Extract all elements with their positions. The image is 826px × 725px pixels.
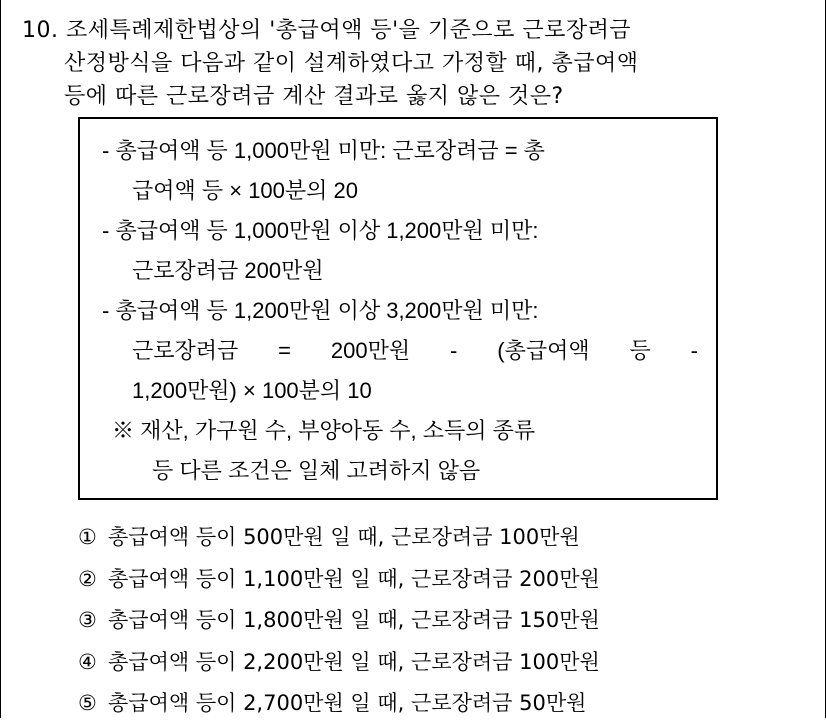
- rule-note-line-1: ※ 재산, 가구원 수, 부양아동 수, 소득의 종류: [112, 418, 536, 443]
- question-line-3: 등에 따른 근로장려금 계산 결과로 옳지 않은 것은?: [64, 84, 564, 109]
- option-2-text: 총급여액 등이 1,100만원 일 때, 근로장려금 200만원: [108, 566, 600, 591]
- question-text-1: 조세특례제한법상의 '총급여액 등'을 기준으로 근로장려금: [66, 18, 632, 43]
- rule-line-5: - 총급여액 등 1,200만원 이상 3,200만원 미만:: [102, 298, 539, 323]
- rule-line-2: 급여액 등 × 100분의 20: [132, 178, 358, 203]
- rule-note-line-2: 등 다른 조건은 일체 고려하지 않음: [152, 458, 481, 483]
- option-5-text: 총급여액 등이 2,700만원 일 때, 근로장려금 50만원: [108, 691, 587, 715]
- rule-line-1: - 총급여액 등 1,000만원 미만: 근로장려금 = 총: [102, 138, 545, 163]
- option-4[interactable]: [78, 642, 600, 684]
- answer-options: [78, 517, 600, 725]
- rule-line-7: 1,200만원) × 100분의 10: [132, 378, 372, 403]
- option-1-text: 총급여액 등이 500만원 일 때, 근로장려금 100만원: [108, 525, 580, 549]
- option-5-mark: ⑤: [78, 691, 97, 715]
- page-border-left: [0, 0, 1, 718]
- rule-box-text: [102, 131, 698, 491]
- question-stem: [22, 14, 802, 113]
- option-4-mark: ④: [78, 649, 97, 674]
- question-number: 10.: [22, 18, 59, 43]
- option-1[interactable]: [78, 517, 600, 559]
- option-2[interactable]: [78, 559, 600, 601]
- option-2-mark: ②: [78, 566, 97, 591]
- rule-line-6: 근로장려금 = 200만원 - (총급여액 등 -: [132, 338, 698, 363]
- option-1-mark: ①: [78, 525, 97, 549]
- option-3[interactable]: [78, 600, 600, 642]
- calculation-rule-box: [78, 117, 718, 500]
- option-3-mark: ③: [78, 608, 97, 632]
- question-line-1: [22, 14, 802, 47]
- option-5[interactable]: [78, 683, 600, 725]
- rule-line-3: - 총급여액 등 1,000만원 이상 1,200만원 미만:: [102, 218, 539, 243]
- option-3-text: 총급여액 등이 1,800만원 일 때, 근로장려금 150만원: [108, 608, 600, 632]
- question-line-2: 산정방식을 다음과 같이 설계하였다고 가정할 때, 총급여액: [64, 51, 639, 76]
- rule-line-4: 근로장려금 200만원: [132, 258, 324, 283]
- option-4-text: 총급여액 등이 2,200만원 일 때, 근로장려금 100만원: [108, 649, 600, 674]
